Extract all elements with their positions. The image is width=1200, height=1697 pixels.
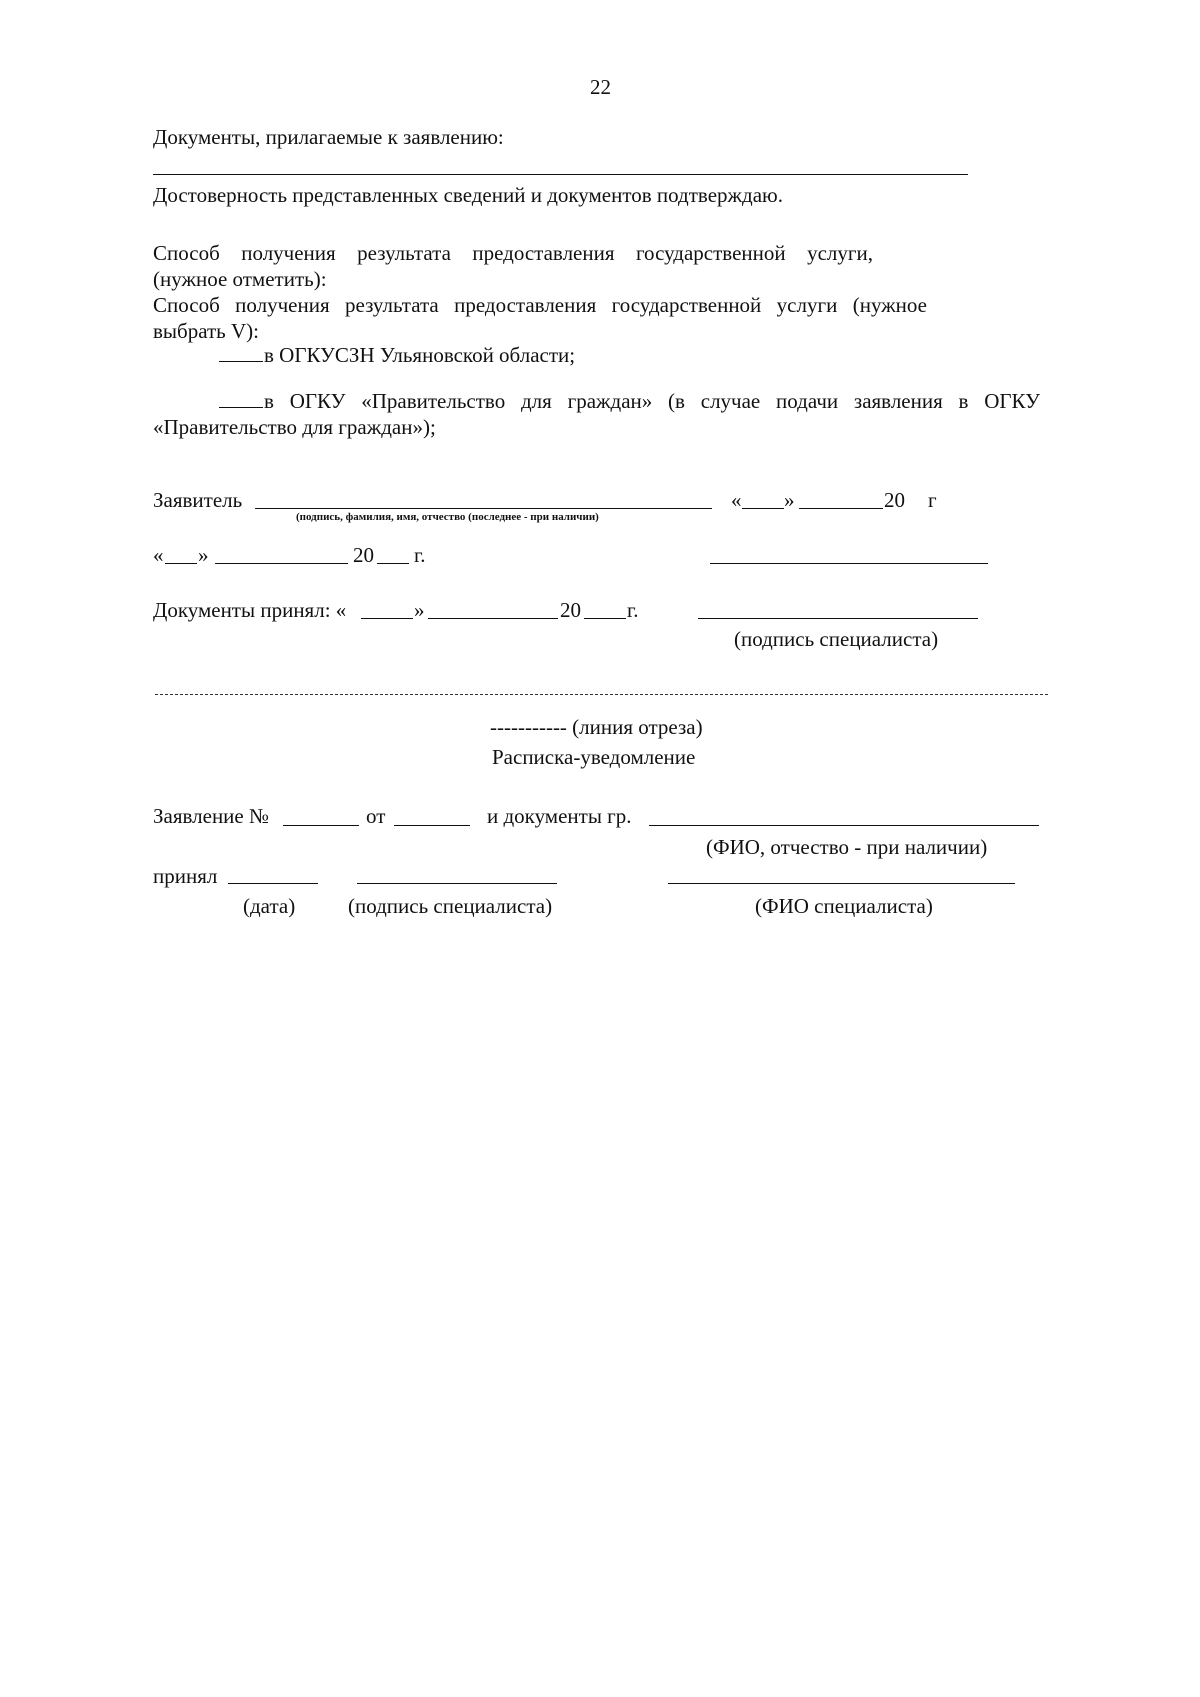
receipt-from-label: от [366,804,386,828]
receipt-signature-caption: (подпись специалиста) [348,894,553,918]
method-line-1: Способ получения результата предоставления государственной услуги, [153,241,873,265]
applicant-signature-line[interactable] [255,508,712,509]
date-year-line[interactable] [377,563,409,564]
cut-line [155,694,1048,695]
receipt-title: Расписка-уведомление [492,745,696,769]
receipt-number-line[interactable] [283,825,359,826]
applicant-month-line[interactable] [799,508,883,509]
method-line-4: выбрать V): [153,319,259,343]
receipt-accepted-label: принял [153,864,218,888]
accepted-caption: (подпись специалиста) [734,627,939,651]
cut-line-label: ----------- (линия отреза) [490,715,703,739]
receipt-date-caption: (дата) [243,894,296,918]
receipt-specialist-line[interactable] [668,883,1015,884]
date-year-prefix: 20 [353,543,374,567]
date-quote-open: « [153,543,164,567]
receipt-docs-label: и документы гр. [487,804,632,828]
option2-line-1: в ОГКУ «Правительство для граждан» (в случае подачи заявления в ОГКУ [264,389,1040,413]
receipt-accepted-signature-line[interactable] [357,883,557,884]
receipt-application-label: Заявление № [153,804,270,828]
option2-line-2: «Правительство для граждан»); [153,415,436,439]
date-day-line[interactable] [165,563,197,564]
receipt-date-line[interactable] [394,825,470,826]
accepted-label: Документы принял: « [153,598,347,622]
attached-docs-line[interactable] [153,174,968,175]
option2-checkbox-line[interactable] [219,407,263,408]
date-month-line[interactable] [215,563,348,564]
applicant-year-prefix: 20 [884,488,905,512]
date-year-suffix: г. [414,543,426,567]
confirmation-text: Достоверность представленных сведений и документов подтверждаю. [153,183,783,207]
accepted-signature-line[interactable] [698,618,978,619]
accepted-year-prefix: 20 [560,598,581,622]
method-line-2: (нужное отметить): [153,267,327,291]
receipt-specialist-caption: (ФИО специалиста) [755,894,933,918]
applicant-day-line[interactable] [742,508,784,509]
receipt-citizen-line[interactable] [649,825,1039,826]
accepted-month-line[interactable] [428,618,558,619]
applicant-year-suffix: г [928,488,937,512]
option1-label: в ОГКУСЗН Ульяновской области; [264,343,576,367]
page-number: 22 [590,75,611,99]
accepted-year-suffix: г. [627,598,639,622]
accepted-day-line[interactable] [361,618,413,619]
accepted-quote-close: » [414,598,425,622]
applicant-caption: (подпись, фамилия, имя, отчество (последнее - при наличии) [296,511,599,523]
applicant-quote-open: « [731,488,742,512]
date-signature-line[interactable] [710,563,988,564]
applicant-label: Заявитель [153,488,243,512]
receipt-fio-caption: (ФИО, отчество - при наличии) [706,835,988,859]
attached-docs-label: Документы, прилагаемые к заявлению: [153,125,504,149]
applicant-quote-close: » [784,488,795,512]
receipt-accepted-date-line[interactable] [228,883,318,884]
method-line-3: Способ получения результата предоставления государственной услуги (нужное [153,293,927,317]
date-quote-close: » [198,543,209,567]
accepted-year-line[interactable] [584,618,626,619]
option1-checkbox-line[interactable] [219,361,263,362]
